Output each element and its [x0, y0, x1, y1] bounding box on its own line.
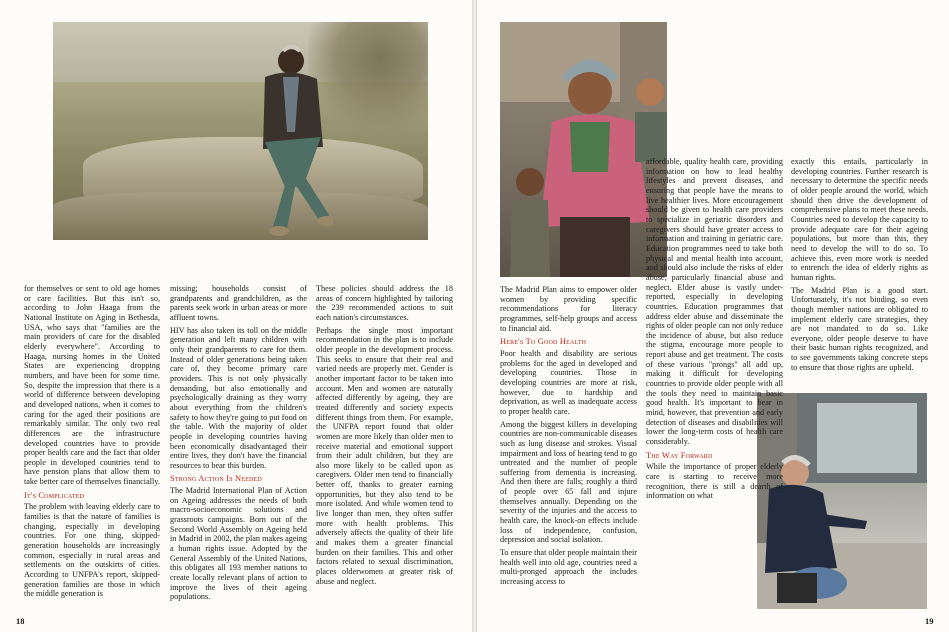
body-paragraph: The Madrid Plan aims to empower older women by providing specific recommendations for literacy programmes, self-help groups and access to financial aid. — [500, 285, 637, 333]
body-paragraph: The problem with leaving elderly care to families is that the nature of families is changing, especially in developing countries. For one thing, skipped-generation households are increasingly common, especially in rural areas and settlements on the outskirts of cities. According to UNFPA's report, skipped-generation families are those in which the middle generation is — [24, 502, 160, 599]
body-paragraph: The Madrid International Plan of Action on Ageing addresses the needs of both macro-socioeconomic solutions and grassroots campaigns. Born out of the Second World Assembly on Ageing held in Madrid in 2002, the plan makes ageing a human rights issue. Adopted by the General Assembly of the United Nations, this obligates all 193 member nations to create locally relevant plans of action to improve the lives of their ageing populations. — [170, 486, 307, 602]
section-heading: The Way Forward — [646, 450, 713, 460]
right-column-3 — [791, 157, 928, 389]
page-number-left: 18 — [16, 616, 25, 626]
body-paragraph: affordable, quality health care, providing information on how to lead healthy lifestyles and prevent diseases, and ensuring that people have the means to live healthier lives. More encouragement should be given to health care providers to specialize in geriatric disorders and caregivers should have greater access to information and training in geriatric care. Education programmes need to take both physical and mental health into account, and should also include the risks of elder abuse, particularly financial abuse and neglect. Elder abuse is vastly under-reported, especially in developing countries. Education programmes that address elder abuse and disseminate the rights of older people can not only reduce the incidence of abuse, but also reduce the stigma, encourage more people to report abuse and get treatment. The costs of these various "prongs" all add up, making it difficult for developing countries to provide older people with all the tools they need to maintain basic good health. It's important to bear in mind, however, that prevention and early detection of diseases and disabilities will lower the long-term costs of health care considerably. — [646, 157, 783, 447]
photo-elderly-woman-with-children — [500, 22, 667, 277]
section-heading: It's Complicated — [24, 490, 85, 500]
body-paragraph: missing; households consist of grandparents and grandchildren, as the parents seek work in urban areas or more affluent towns. — [170, 284, 307, 322]
body-paragraph: Among the biggest killers in developing countries are non-communicable diseases such as lung disease and strokes. Visual impairment and loss of hearing tend to go untreated and the number of people suffering from dementia is increasing. And then there are falls; roughly a third of people over 65 fall and injure themselves annually. Depending on the severity of the injuries and the access to health care, the knock-on effects include loss of independence, confusion, depression and social isolation. — [500, 419, 637, 545]
photo-elderly-man-on-rocks — [53, 22, 428, 240]
left-column-3 — [316, 284, 453, 614]
body-paragraph: While the importance of proper elderly care is starting to receive more recognition, there is still a dearth of information on what — [646, 462, 783, 501]
left-column-2 — [170, 284, 307, 614]
body-paragraph: To ensure that older people maintain their health well into old age, countries need a multi-pronged approach the includes increasing access to — [500, 548, 637, 587]
body-paragraph: exactly this entails, particularly in developing countries. Further research is necessary to determine the specific needs of older people around the world, which should then drive the development of comprehensive plans to meet these needs. Countries need to develop the capacity to provide adequate care for their ageing populations, but more than this, they need to develop the will to do so. To achieve this, even more work is needed to entrench the idea of elderly rights as human rights. — [791, 157, 928, 282]
right-column-1 — [500, 285, 637, 615]
body-paragraph: These policies should address the 18 areas of concern highlighted by tailoring the 239 recommended actions to suit each nation's circumstances. — [316, 284, 453, 322]
section-heading: Here's To Good Health — [500, 337, 587, 347]
left-column-1 — [24, 284, 160, 614]
page-number-right: 19 — [925, 616, 934, 626]
body-paragraph: Perhaps the single most important recommendation in the plan is to include older people in the development process. This seeks to ensure that their real and varied needs are properly met. Gender is another important factor to be taken into account. Men and women are naturally affected differently by ageing, they are treated differently and society expects different things from them. For example, the UNFPA report found that older women are more likely than older men to receive material and emotional support from their adult children, but they are also more likely to be called upon as caregivers. Older men tend to financially better off, thanks to greater earning opportunities, but they also tend to be more isolated. And while women tend to live longer than men, they often suffer more with health problems. This adversely affects the quality of their life and makes them a greater financial burden on their families. This and other factors related to sexual discrimination, places olderwomen at greater risk of abuse and neglect. — [316, 325, 453, 586]
section-heading: Strong Action Is Needed — [170, 474, 262, 484]
body-paragraph: Poor health and disability are serious problems for the aged in developed and developing countries. Those in developing countries are more at risk, however, due to hardship and deprivation, as well as inadequate access to proper health care. — [500, 348, 637, 416]
body-paragraph: HIV has also taken its toll on the middle generation and left many children with only their grandparents to care for them. Instead of older generations being taken care of, they become primary care providers. This is not only physically demanding, but also emotionally and psychologically draining as they worry about everything from the children's safety to how they're going to put food on the table. With the majority of older people in developing countries having been economically disadvantaged their entire lives, they don't have the financial resources to bear this burden. — [170, 325, 307, 470]
right-column-2 — [646, 157, 783, 607]
body-paragraph: The Madrid Plan is a good start. Unfortunately, it's not binding, so even though member nations are obligated to implement elderly care strategies, they are not mandated to do so. Like everyone, older people deserve to have their basic human rights recognized, and to see governments taking concrete steps to ensure that those rights are upheld. — [791, 285, 928, 372]
body-paragraph: for themselves or sent to old age homes or care facilities. But this isn't so, according to John Haaga from the National Institute on Aging in Bethesda, USA, who says that "families are the main providers of care for the disabled elderly everywhere". According to Haaga, nursing homes in the United States are experiencing dropping numbers, and have been for some time. So, despite the impression that there is a world of difference between developing and developed nations, when it comes to caring for the aged their positions are remarkably similar. The only two real differences are the infrastructure developed countries have to provide proper health care and the fact that older people in developed countries tend to have pension plans that allow them to take better care of themselves financially. — [24, 284, 160, 487]
